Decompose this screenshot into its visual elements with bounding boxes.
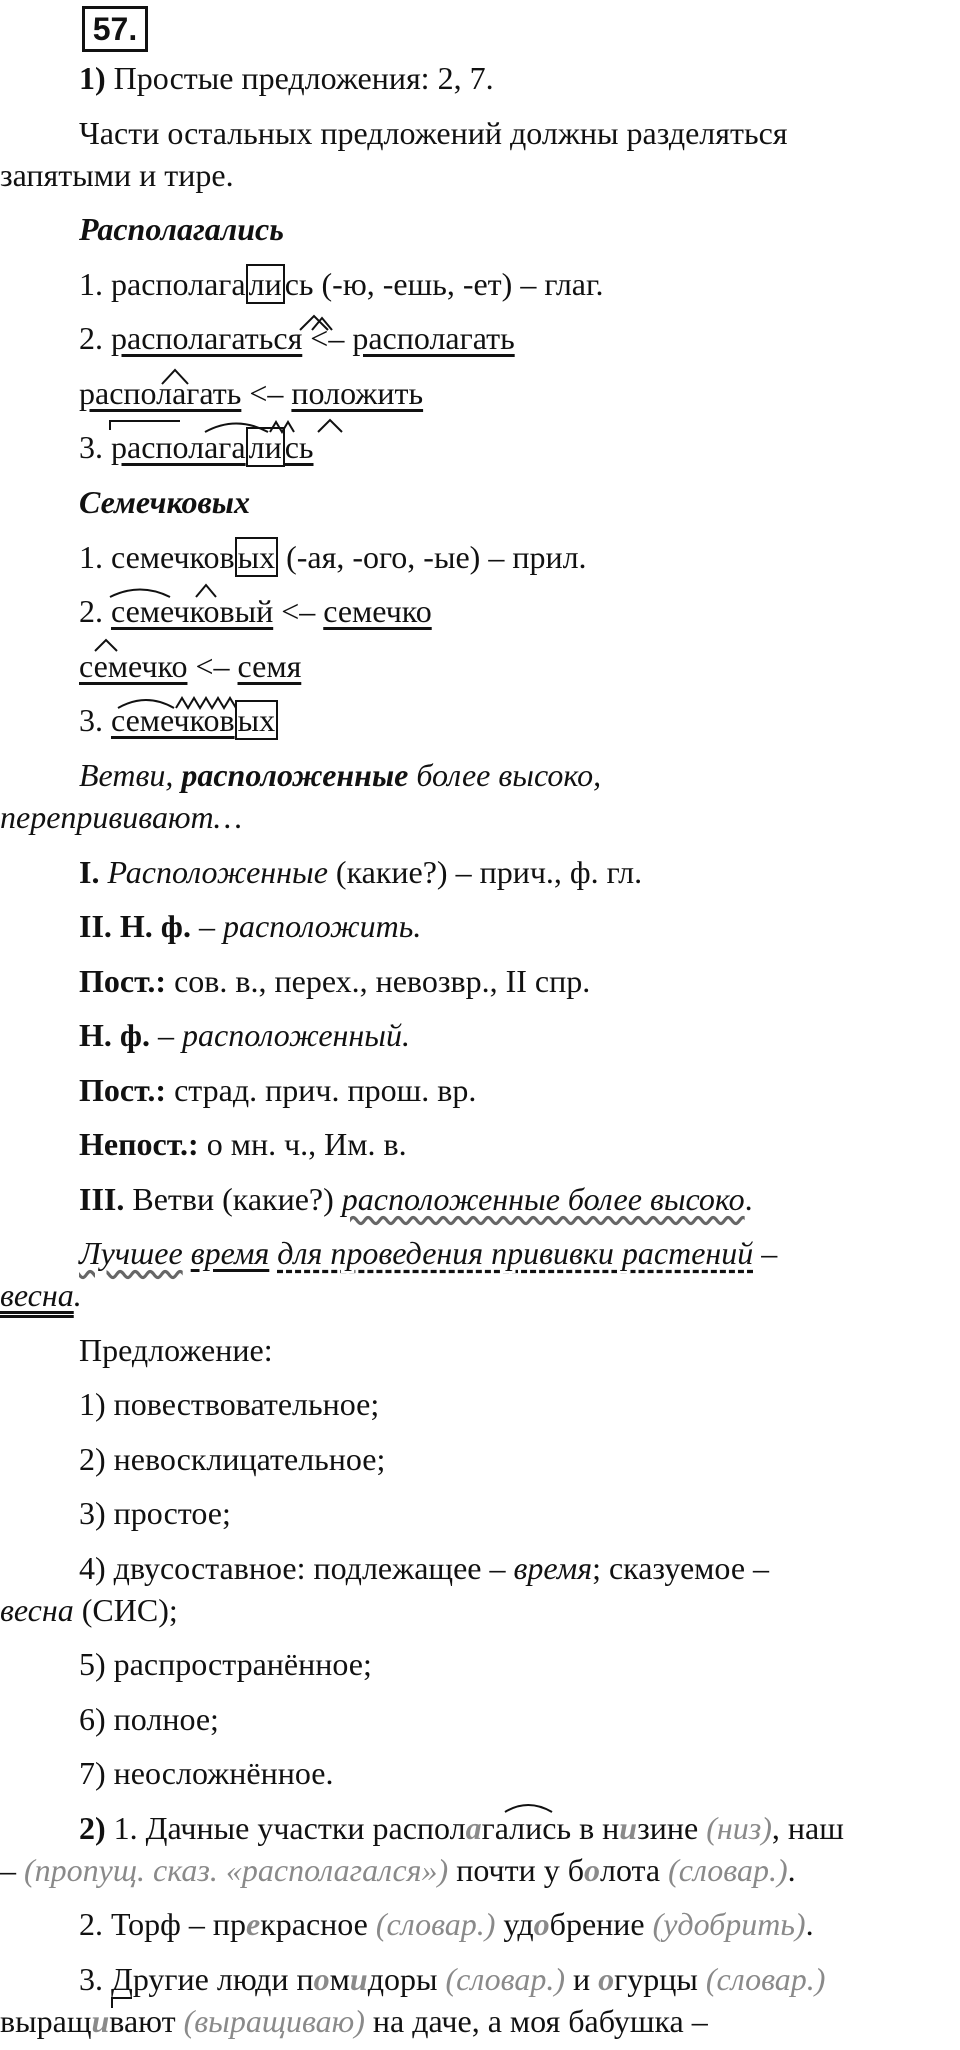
word2-line1-stem: 1. семечков (79, 539, 235, 575)
word1-line4 (79, 427, 314, 467)
word1-line1 (79, 264, 604, 304)
analysis-iii (79, 1179, 753, 1219)
word1-derived-word: располагаться (111, 320, 303, 356)
analysis-i-rest: (какие?) – прич., ф. гл. (327, 854, 643, 890)
sentence2-dot: . (73, 1277, 82, 1313)
word1-line1-stem: 1. располага (79, 266, 246, 302)
derivation-arrow: <– (241, 375, 292, 411)
characteristic-4 (79, 1548, 769, 1588)
derivation-arrow: <– (302, 320, 353, 356)
word1-line2 (79, 318, 515, 358)
part2-label: 2) (79, 1810, 106, 1846)
sentence1-part-c: более высоко, (408, 757, 602, 793)
p2-s2-vowel: е (246, 1906, 261, 1942)
characteristic-1: 1) повествовательное; (79, 1386, 380, 1422)
characteristic-4-cont (0, 1590, 178, 1630)
word2-line1 (79, 537, 587, 577)
p2-s2-vowel2: о (533, 1906, 550, 1942)
p2-s1e-vowel: о (583, 1852, 600, 1888)
word2-l3-source-word: семя (237, 648, 302, 684)
characteristic-4-c: ; сказуемое – (592, 1550, 770, 1586)
p2-s1e-d: . (787, 1852, 796, 1888)
characteristic-7: 7) неосложнённое. (79, 1755, 334, 1791)
sentence1-participle: расположенные (181, 757, 409, 793)
p2-s1e-hint2: (словар.) (668, 1852, 788, 1888)
part2-sentence3-cont (0, 2001, 708, 2041)
analysis-nepost-label: Непост.: (79, 1126, 199, 1162)
analysis-iii-a: Ветви (какие?) (124, 1181, 342, 1217)
part2-sentence3 (79, 1959, 825, 1999)
p2-s2-b: красное (260, 1906, 376, 1942)
characteristic-5: 5) распространённое; (79, 1646, 372, 1682)
analysis-ii-rest: – расположить. (190, 908, 422, 944)
word1-title: Располагались (79, 211, 284, 247)
word1-line3 (79, 373, 423, 413)
p2-s3e-b: вают (109, 2003, 184, 2039)
word2-line3 (79, 646, 301, 686)
p2-s1-vowel: а (465, 1810, 482, 1846)
sentence2-line2 (0, 1275, 82, 1315)
simple-sentences-text: Простые предложения: 2, 7. (113, 60, 494, 96)
p2-s2-e: . (805, 1906, 814, 1942)
analysis-i (79, 852, 642, 892)
analysis-ii-num: II. Н. ф. (79, 908, 191, 944)
analysis-nf-label: Н. ф. (79, 1017, 151, 1053)
word2-source-word: семечко (323, 593, 432, 629)
p2-s1-d: , наш (771, 1810, 844, 1846)
p2-s1e-c: лота (599, 1852, 669, 1888)
word2-line1-rest: (-ая, -ого, -ые) – прил. (278, 539, 587, 575)
word2-ending-box-2: ых (235, 700, 279, 740)
rest-sentences-line2: запятыми и тире. (0, 157, 234, 193)
p2-s3-a: 3. Другие люди п (79, 1961, 314, 1997)
sentence1-part-a: Ветви, (79, 757, 182, 793)
suffix-caret-3 (318, 420, 342, 432)
word2-line2-num: 2. (79, 593, 111, 629)
p2-s3-e: гурцы (614, 1961, 706, 1997)
word1-l3-derived-word: располагать (79, 375, 242, 411)
analysis-nf-rest: – расположенный. (150, 1017, 410, 1053)
part1-label: 1) (79, 60, 106, 96)
analysis-i-word: Расположенные (107, 854, 328, 890)
p2-s2-c: уд (495, 1906, 534, 1942)
p2-s1e-a: – (0, 1852, 24, 1888)
p2-s3-d: и (565, 1961, 599, 1997)
part2-sentence1 (79, 1808, 844, 1848)
analysis-iii-num: III. (79, 1181, 125, 1217)
p2-s2-hint2: (удобрить) (652, 1906, 806, 1942)
characteristic-4-predicate: весна (0, 1592, 74, 1628)
p2-s2-a: 2. Торф – пр (79, 1906, 246, 1942)
analysis-post2 (79, 1070, 476, 1110)
sentence2-line1 (79, 1233, 777, 1273)
word1-postfix: сь (284, 429, 314, 465)
word1-line2-num: 2. (79, 320, 111, 356)
p2-s3-vowel2: и (349, 1961, 368, 1997)
characteristic-2: 2) невосклицательное; (79, 1441, 386, 1477)
characteristic-4-e: (СИС); (73, 1592, 178, 1628)
sentence2-dash: – (753, 1235, 778, 1271)
p2-s1-vowel2: и (619, 1810, 638, 1846)
word2-l3-derived-word: семечко (79, 648, 188, 684)
exercise-number: 57. (82, 6, 148, 52)
word2-line4-num: 3. (79, 702, 111, 738)
analysis-i-num: I. (79, 854, 100, 890)
p2-s3-hint: (словар.) (445, 1961, 565, 1997)
analysis-nepost (79, 1124, 407, 1164)
characteristic-3: 3) простое; (79, 1495, 231, 1531)
adverbial-phrase: для проведения прививки растений (277, 1235, 754, 1271)
p2-s1-c: зине (637, 1810, 707, 1846)
word1-ending-box: ли (246, 264, 285, 304)
characteristic-6: 6) полное; (79, 1701, 219, 1737)
derivation-arrow: <– (273, 593, 324, 629)
subject-word: время (190, 1235, 270, 1271)
analysis-post2-label: Пост.: (79, 1072, 167, 1108)
word1-line1-rest: сь (-ю, -ешь, -ет) – глаг. (284, 266, 604, 302)
word1-ending-box-2: ли (246, 427, 285, 467)
p2-s3e-c: на даче, а моя бабушка – (364, 2003, 708, 2039)
word2-stem: семечков (111, 702, 235, 738)
analysis-post1-rest: сов. в., перех., невозвр., II спр. (166, 963, 591, 999)
derivation-arrow: <– (187, 648, 238, 684)
analysis-iii-dot: . (744, 1181, 753, 1217)
p2-s2-d: брение (549, 1906, 653, 1942)
word1-l3-source-word: положить (291, 375, 424, 411)
p2-s1-a: 1. Дачные участки распол (105, 1810, 466, 1846)
sentence1-line2: перепрививают… (0, 799, 243, 835)
p2-s3-vowel3: о (598, 1961, 615, 1997)
p2-s1-b: гались в н (481, 1810, 620, 1846)
characteristic-4-subject: время (513, 1550, 593, 1586)
attribute-word: Лучшее (79, 1235, 183, 1271)
analysis-post1-label: Пост.: (79, 963, 167, 999)
analysis-nf (79, 1015, 410, 1055)
word1-line4-num: 3. (79, 429, 111, 465)
analysis-ii (79, 906, 421, 946)
p2-s3e-a: выращ (0, 2003, 92, 2039)
characteristic-4-a: 4) двусоставное: подлежащее – (79, 1550, 514, 1586)
analysis-post2-rest: страд. прич. прош. вр. (166, 1072, 477, 1108)
word2-line2 (79, 591, 432, 631)
p2-s3e-hint: (выращиваю) (183, 2003, 365, 2039)
sentence1-line1 (79, 755, 601, 795)
word1-source-word: располагать (352, 320, 515, 356)
p2-s3e-vowel: и (91, 2003, 110, 2039)
predicate-word: весна (0, 1277, 74, 1313)
part2-sentence1-cont (0, 1850, 796, 1890)
analysis-nepost-rest: о мн. ч., Им. в. (198, 1126, 407, 1162)
characteristics-heading: Предложение: (79, 1332, 273, 1368)
p2-s2-hint: (словар.) (375, 1906, 496, 1942)
word2-derived-word: семечковый (111, 593, 274, 629)
p2-s1e-b: почти у б (448, 1852, 584, 1888)
simple-sentences-line (79, 58, 494, 98)
word2-line4 (79, 700, 278, 740)
word1-stem: располага (111, 429, 246, 465)
p2-s3-hint2: (словар.) (705, 1961, 826, 1997)
part2-sentence2 (79, 1904, 814, 1944)
word2-title: Семечковых (79, 484, 250, 520)
analysis-post1 (79, 961, 590, 1001)
rest-sentences-line1: Части остальных предложений должны разделяться (79, 115, 788, 151)
p2-s3-vowel: о (313, 1961, 330, 1997)
p2-s1-hint: (низ) (706, 1810, 772, 1846)
word2-ending-box: ых (235, 537, 279, 577)
p2-s3-c: доры (367, 1961, 446, 1997)
p2-s3-b: м (329, 1961, 350, 1997)
p2-s1e-hint: (пропущ. сказ. «располагался») (24, 1852, 449, 1888)
participial-phrase: расположенные более высоко (341, 1181, 745, 1217)
